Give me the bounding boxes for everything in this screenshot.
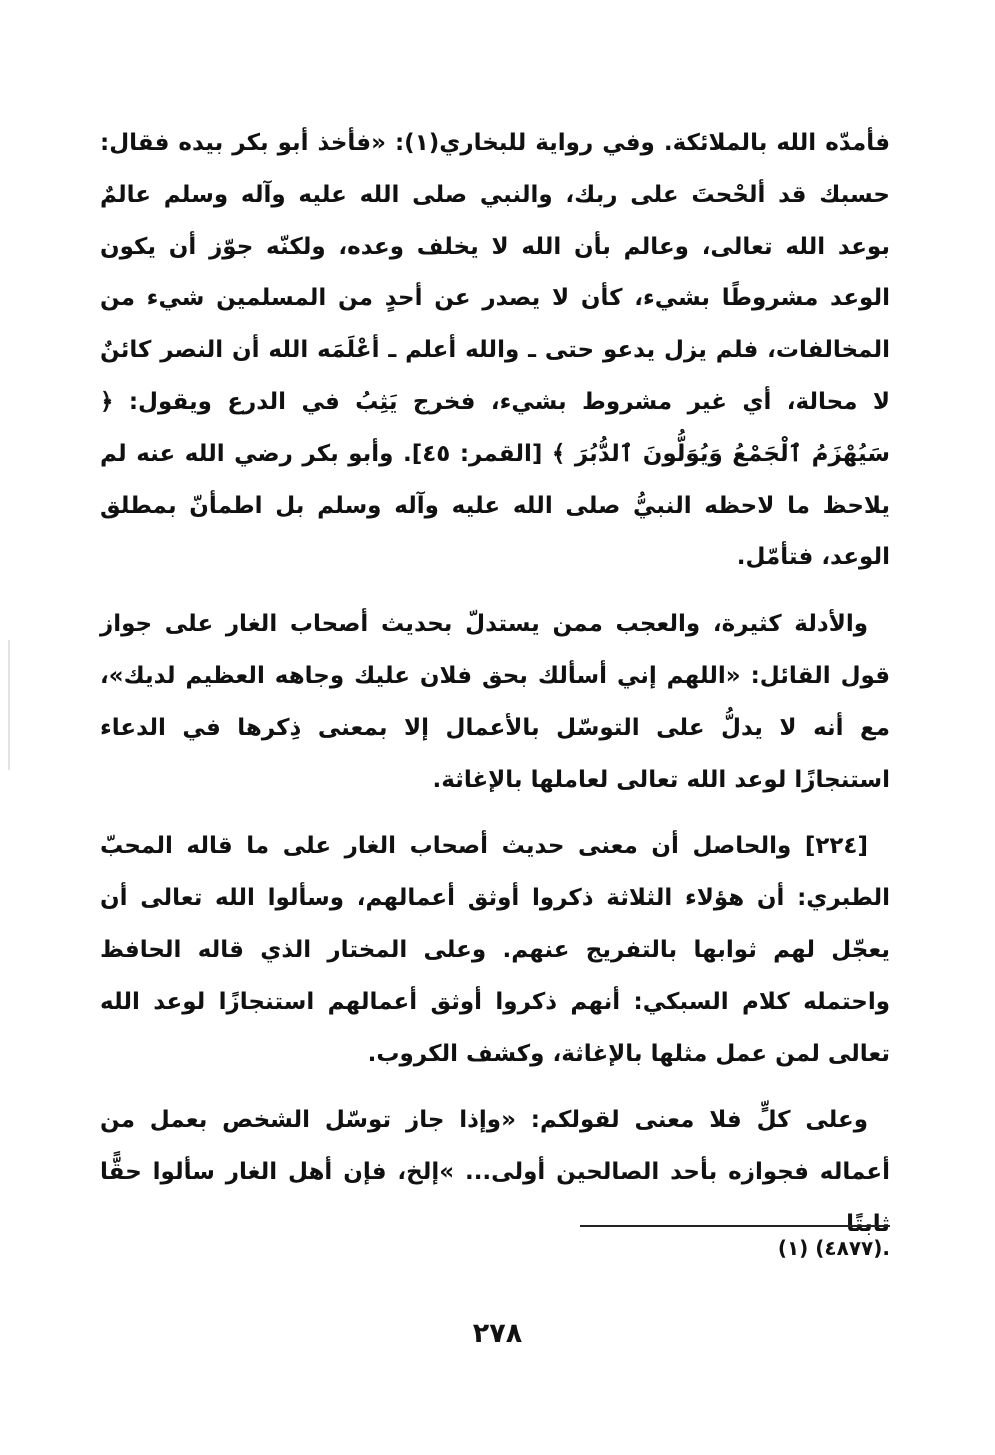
page-number: ٢٧٨ xyxy=(472,1318,523,1349)
paragraph-3: [٢٢٤] والحاصل أن معنى حديث أصحاب الغار على ما قاله المحبّ الطبري: أن هؤلاء الثلاثة ذكروا أوثق أعمالهم، وسألوا الله تعالى أن يعجّل لهم ثوابها بالتفريج عنهم. وعلى المختار الذي قاله الحافظ واحتمله كلام السبكي: أنهم ذكروا أوثق أعمالهم استنجازًا لوعد الله تعالى لمن عمل مثلها بالإغاثة، وكشف الكروب. xyxy=(100,833,890,1067)
footnote: .(٤٨٧٧) (١) xyxy=(777,1236,890,1260)
paragraph-1: فأمدّه الله بالملائكة. وفي رواية للبخاري(١): «فأخذ أبو بكر بيده فقال: حسبك قد ألحْحتَ على ربك، والنبي صلى الله عليه وآله وسلم عالمٌ بوعد الله تعالى، وعالم بأن الله لا يخلف وعده، ولكنّه جوّز أن يكون الوعد مشروطًا بشيء، كأن لا يصدر عن أحدٍ من المسلمين شيء من المخالفات، فلم يزل يدعو حتى ـ والله أعلم ـ أعْلَمَه الله أن النصر كائنٌ لا محالة، أي غير مشروط بشيء، فخرج يَثِبُ في الدرع ويقول: ﴿ سَيُهْزَمُ ٱلْجَمْعُ وَيُوَلُّونَ ٱلدُّبُرَ ﴾ [القمر: ٤٥]. وأبو بكر رضي الله عنه لم يلاحظ ما لاحظه النبيُّ صلى الله عليه وآله وسلم بل اطمأنّ بمطلق الوعد، فتأمّل. xyxy=(100,130,890,571)
footnote-divider xyxy=(580,1225,890,1227)
paragraph-4: وعلى كلٍّ فلا معنى لقولكم: «وإذا جاز توسّل الشخص بعمل من أعماله فجوازه بأحد الصالحين أولى... »إلخ، فإن أهل الغار سألوا حقًّا ثابتًا xyxy=(100,1107,890,1237)
margin-shadow xyxy=(8,640,10,770)
paragraph-2: والأدلة كثيرة، والعجب ممن يستدلّ بحديث أصحاب الغار على جواز قول القائل: «اللهم إني أسألك بحق فلان عليك وجاهه العظيم لديك»، مع أنه لا يدلُّ على التوسّل بالأعمال إلا بمعنى ذِكرها في الدعاء استنجازًا لوعد الله تعالى لعاملها بالإغاثة. xyxy=(100,611,890,793)
main-text xyxy=(100,118,890,1266)
